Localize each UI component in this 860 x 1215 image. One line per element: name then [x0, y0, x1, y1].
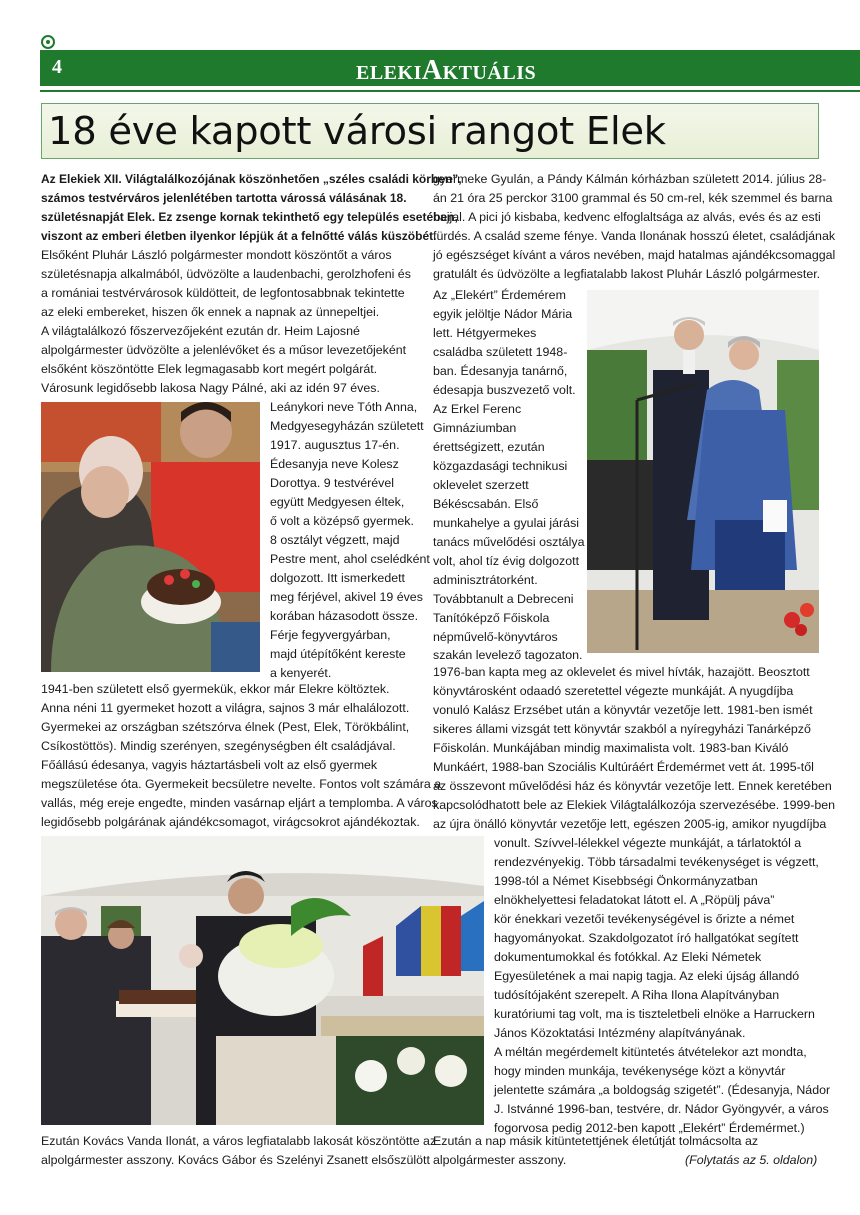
body-line: könyvtárosként odaadó szeretettel végezte munkáját. A nyugdíjba [433, 684, 794, 698]
body-line: gratulált és üdvözölte a legfiatalabb lakost Pluhár László polgármester. [433, 267, 821, 281]
body-line: Ezután a nap másik kitüntetettjének életútját tolmácsolta az [433, 1134, 759, 1148]
body-line: 1976-ban kapta meg az oklevelet és mivel hívták, hazajött. Beosztott [433, 665, 810, 679]
narrow-line: Az Erkel Ferenc [433, 402, 522, 416]
body-line: kapcsolódhatott bele az Elekiek Világtalálkozója szervezésébe. 1999-ben [433, 798, 836, 812]
body-line: Munkáért, 1988-ban Szociális Kultúráért Érdemérmet vett át. 1995-től [433, 760, 814, 774]
body-line: megszületése óta. Gyermekeit becsületre nevelte. Fontos volt számára a [41, 777, 442, 791]
narrow-line: családba született 1948- [433, 345, 568, 359]
narrow-line: adminisztrátorként. [433, 573, 538, 587]
photo-ceremony [587, 290, 819, 653]
narrow-line: majd útépítőként kereste [270, 647, 406, 661]
indent-line: dokumentumokkal és fotókkal. Az Eleki Németek [494, 950, 762, 964]
narrow-line: népművelő-könyvtáros [433, 630, 558, 644]
narrow-line: oklevelet szerzett [433, 478, 529, 492]
narrow-line: Tanítóképző Főiskola [433, 611, 550, 625]
ceremony-stage-image [587, 290, 819, 653]
narrow-line: munkahelye a gyulai járási [433, 516, 580, 530]
body-line: Főállású édesanya, vagyis háztartásbeli volt az első gyermek [41, 758, 378, 772]
body-line: az eleki embereket, hiszen ők ennek a napnak az ünnepeltjei. [41, 305, 380, 319]
continuation-note: (Folytatás az 5. oldalon) [685, 1153, 818, 1167]
narrow-line: Leánykori neve Tóth Anna, [270, 400, 418, 414]
indent-line: tudósítójaként szerepelt. A Riha Ilona Alapítványban [494, 988, 780, 1002]
narrow-line: Dorottya. 9 testvérével [270, 476, 394, 490]
body-line: jó egészséget kívánt a város nevében, majd hatalmas ajándékcsomaggal [433, 248, 836, 262]
narrow-line: dolgozott. Itt ismerkedett [270, 571, 405, 585]
body-line: vallás, még ereje engedte, minden vasárnap eljárt a templomba. A város [41, 796, 438, 810]
narrow-line: Az „Elekért” Érdemérem [433, 288, 566, 302]
body-line: Anna néni 11 gyermeket hozott a világra, sajnos 3 már elhalálozott. [41, 701, 410, 715]
body-line: Gyermekei az országban szétszórva élnek (Pest, Elek, Törökbálint, [41, 720, 410, 734]
body-line: án 21 óra 25 perckor 3100 grammal és 50 cm-rel, kék szemmel és barna [433, 191, 833, 205]
body-line: 1941-ben született első gyermekük, ekkor már Elekre költöztek. [41, 682, 390, 696]
indent-line: J. Istvánné 1996-ban, testvére, dr. Nádor Gyöngyvér, a város [494, 1102, 829, 1116]
body-line: alpolgármester asszony. [433, 1153, 567, 1167]
header-divider [40, 90, 860, 92]
body-line: Elsőként Pluhár László polgármester mondott köszöntőt a város [41, 248, 392, 262]
masthead-initial: A [421, 55, 443, 86]
narrow-line: közgazdasági technikusi [433, 459, 568, 473]
narrow-line: tanács művelődési osztálya [433, 535, 585, 549]
indent-line: vonult. Szívvel-lélekkel végezte munkáját, a tárlatoktól a [494, 836, 802, 850]
narrow-line: 1917. augusztus 17-én. [270, 438, 400, 452]
elderly-woman-cake-image [41, 402, 260, 672]
body-line: az összevont művelődési ház és könyvtár vezetője lett. Ennek keretében [433, 779, 832, 793]
narrow-line: Békéscsabán. Első [433, 497, 539, 511]
indent-line: 1998-tól a Német Kisebbségi Önkormányzatban [494, 874, 758, 888]
body-line: fürdés. A család szeme fénye. Vanda Ilonának hosszú életet, családjának [433, 229, 836, 243]
caption-line: alpolgármester asszony. Kovács Gábor és Szelényi Zsanett elsőszülött [41, 1153, 430, 1167]
narrow-line: korában házasodott össze. [270, 609, 419, 623]
photo-elderly-woman [41, 402, 260, 672]
body-line: Városunk legidősebb lakosa Nagy Pálné, aki az idén 97 éves. [41, 381, 380, 395]
narrow-line: 8 osztályt végzett, majd [270, 533, 400, 547]
body-line: sikeres állami vizsgát tett könyvtár szakból a nyíregyházi Tanárképző [433, 722, 811, 736]
body-line: Főiskolán. Munkájában mindig maximalista volt. 1983-ban Kiváló [433, 741, 789, 755]
narrow-line: Továbbtanult a Debreceni [433, 592, 574, 606]
narrow-line: érettségizett, ezután [433, 440, 545, 454]
narrow-line: Férje fegyvergyárban, [270, 628, 391, 642]
narrow-line: Gimnáziumban [433, 421, 517, 435]
indent-line: A méltán megérdemelt kitüntetés átvételekor azt mondta, [494, 1045, 807, 1059]
narrow-line: Pestre ment, ahol cselédként [270, 552, 430, 566]
page-number: 4 [52, 56, 62, 78]
gift-basket-ceremony-image [41, 836, 484, 1125]
indent-line: hagyományokat. Szakdolgozatot író hallgatókat segített [494, 931, 799, 945]
body-line: vonuló Kalász Erzsébet után a könyvtár vezetője lett. 1981-ben ismét [433, 703, 813, 717]
indent-line: elnökhelyettesi feladatokat látott el. A „Röpülj páva” [494, 893, 775, 907]
indent-line: kör énekkari vezetői tevékenységével is őrizte a német [494, 912, 795, 926]
narrow-line: ban. Édesanyja tanárnő, [433, 364, 568, 378]
intro-line: számos testvérváros jelenlétében tartotta várossá válásának 18. [41, 191, 407, 205]
body-line: születésnapja alkalmából, üdvözölte a laudenbachi, gerolzhofeni és [41, 267, 411, 281]
indent-line: rendezvényekig. Több társadalmi tevékenységet is végzett, [494, 855, 819, 869]
narrow-line: a kenyerét. [270, 666, 332, 680]
body-line: elsőként köszöntötte Elek legmagasabb kort megért polgárát. [41, 362, 378, 376]
indent-line: János Közoktatási Intézmény alapítványának. [494, 1026, 746, 1040]
narrow-line: ő volt a középső gyermek. [270, 514, 414, 528]
body-line: hajjal. A pici jó kisbaba, kedvenc elfoglaltsága az alvás, evés és az esti [433, 210, 821, 224]
masthead-prefix: ELEKI [356, 62, 422, 84]
body-line: a romániai testvérvárosok küldötteit, de legfontosabbnak tekintette [41, 286, 405, 300]
narrow-line: együtt Medgyesen éltek, [270, 495, 405, 509]
magazine-logo-icon [40, 34, 56, 50]
intro-line: Az Elekiek XII. Világtalálkozójának köszönhetően „széles családi körben”, [41, 172, 462, 186]
narrow-line: meg férjével, akivel 19 éves [270, 590, 423, 604]
narrow-line: édesapja buszvezető volt. [433, 383, 576, 397]
indent-line: hogy minden munkája, tevékenysége közt a könyvtár [494, 1064, 786, 1078]
indent-line: kuratóriumi tag volt, ma is tiszteletbeli elnöke a Harruckern [494, 1007, 815, 1021]
masthead-suffix: KTUÁLIS [442, 62, 537, 84]
body-line: alpolgármester üdvözölte a jelenlévőket és a műsor levezetőjeként [41, 343, 407, 357]
caption-line: Ezután Kovács Vanda Ilonát, a város legfiatalabb lakosát köszöntötte az [41, 1134, 437, 1148]
body-line: az újra önálló könyvtár vezetője lett, egészen 2005-ig, amikor nyugdíjba [433, 817, 827, 831]
masthead [356, 55, 536, 87]
narrow-line: Édesanyja neve Kolesz [270, 457, 399, 471]
body-line: gyermeke Gyulán, a Pándy Kálmán kórházban született 2014. július 28- [433, 172, 827, 186]
body-line: Csíkostöttös). Mindig szerényen, szegénységben élt családjával. [41, 739, 396, 753]
indent-line: jelentette számára „a boldogság szigetét”. (Édesanyja, Nádor [494, 1083, 831, 1097]
narrow-line: lett. Hétgyermekes [433, 326, 537, 340]
narrow-line: egyik jelöltje Nádor Mária [433, 307, 573, 321]
body-line: legidősebb polgárának ajándékcsomagot, virágcsokrot ajándékoztak. [41, 815, 420, 829]
indent-line: fogorvosa pedig 2012-ben kapott „Elekért” Érdemérmet.) [494, 1121, 805, 1135]
intro-line: születésnapját Elek. Ez zsenge kornak tekinthető egy település esetében, [41, 210, 458, 224]
narrow-line: szakán levelező tagozaton. [433, 648, 583, 662]
narrow-line: volt, ahol tíz évig dolgozott [433, 554, 580, 568]
indent-line: Egyesületének a mai napig tagja. Az eleki újság állandó [494, 969, 800, 983]
narrow-line: Medgyesegyházán született [270, 419, 424, 433]
body-line: A világtalálkozó főszervezőjeként ezután dr. Heim Lajosné [41, 324, 360, 338]
intro-line: viszont az emberi életben ilyenkor lépjük át a felnőtté válás küszöbét. [41, 229, 437, 243]
article-title: 18 éve kapott városi rangot Elek [48, 109, 666, 154]
photo-gift-presentation [41, 836, 484, 1125]
